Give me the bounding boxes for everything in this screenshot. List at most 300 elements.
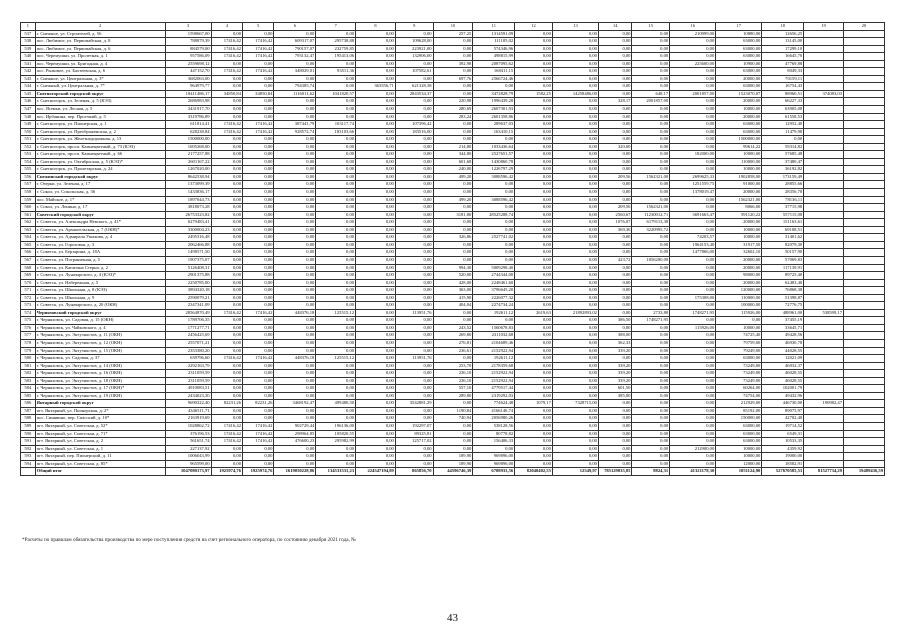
row-number-cell: 576 [21, 324, 36, 332]
address-cell: г. Советск, ул. Архангельская, д. 7 (ОКН)* [35, 226, 165, 234]
value-cell: 0,00 [316, 204, 356, 212]
value-cell: 0,00 [395, 302, 433, 310]
column-number-cell: 17 [716, 23, 762, 31]
table-row [21, 234, 885, 242]
value-cell: 0,00 [395, 189, 433, 197]
value-cell: 0,00 [211, 211, 242, 219]
value-cell: 0,00 [211, 181, 242, 189]
value-cell: 1789706,35 [165, 317, 211, 325]
value-cell: 1076,07 [598, 219, 632, 227]
value-cell: 63000,00 [716, 83, 762, 91]
value-cell [844, 136, 885, 144]
value-cell: 17416,42 [211, 422, 242, 430]
value-cell: 0,00 [211, 226, 242, 234]
value-cell: 192611,12 [473, 309, 515, 317]
value-cell: 12021,09 [762, 355, 804, 363]
value-cell: 19000,00 [762, 453, 804, 461]
value-cell: 0,00 [670, 332, 716, 340]
value-cell [844, 453, 885, 461]
value-cell: 34850,84 [243, 90, 274, 98]
value-cell: 280,69 [433, 106, 473, 114]
value-cell: 49432,96 [762, 392, 804, 400]
value-cell: 1373099,39 [165, 181, 211, 189]
row-number-cell: 554 [21, 158, 36, 166]
value-cell: 289,80 [433, 392, 473, 400]
value-cell [844, 309, 885, 317]
value-cell [804, 38, 844, 46]
value-cell: 0,00 [356, 98, 396, 106]
value-cell: 0,00 [356, 453, 396, 461]
value-cell [804, 219, 844, 227]
value-cell: 0,00 [316, 151, 356, 159]
value-cell [804, 60, 844, 68]
value-cell [844, 445, 885, 453]
value-cell: 0,00 [243, 407, 274, 415]
total-value-cell: 8824,31 [632, 468, 670, 476]
value-cell [844, 241, 885, 249]
value-cell: 0,00 [211, 75, 242, 83]
value-cell: 0,00 [515, 136, 553, 144]
value-cell: 0,00 [515, 324, 553, 332]
value-cell: 2152922,94 [473, 370, 515, 378]
value-cell: 0,00 [356, 302, 396, 310]
value-cell: 0,00 [243, 256, 274, 264]
value-cell: 0,00 [552, 317, 598, 325]
value-cell: 2686983,98 [165, 98, 211, 106]
value-cell: 0,00 [632, 75, 670, 83]
value-cell [804, 166, 844, 174]
value-cell: 0,00 [598, 324, 632, 332]
value-cell: 0,00 [632, 83, 670, 91]
value-cell: 0,00 [433, 355, 473, 363]
value-cell: 0,00 [356, 151, 396, 159]
row-number-cell: 568 [21, 264, 36, 272]
value-cell: 0,00 [552, 166, 598, 174]
value-cell: 0,00 [433, 226, 473, 234]
value-cell: 232759,85 [316, 45, 356, 53]
row-number-cell: 563 [21, 226, 36, 234]
total-value-cell: 224547194,89 [356, 468, 396, 476]
value-cell [804, 445, 844, 453]
value-cell: 0,00 [356, 445, 396, 453]
value-cell: 113951,76 [395, 309, 433, 317]
value-cell: 0,00 [473, 204, 515, 212]
value-cell: 0,00 [598, 272, 632, 280]
value-cell: 0,00 [274, 392, 316, 400]
value-cell: 0,00 [552, 355, 598, 363]
value-cell: 0,00 [356, 189, 396, 197]
value-cell: 0,00 [243, 173, 274, 181]
value-cell: 17416,42 [211, 121, 242, 129]
value-cell: 0,00 [632, 430, 670, 438]
value-cell: 0,00 [598, 128, 632, 136]
value-cell: 17416,42 [243, 121, 274, 129]
value-cell: 2177257,88 [165, 151, 211, 159]
row-number-cell: 540 [21, 53, 36, 61]
value-cell: 63000,00 [716, 355, 762, 363]
value-cell: 1902858,00 [716, 173, 762, 181]
value-cell: 0,00 [395, 287, 433, 295]
value-cell [804, 407, 844, 415]
value-cell: 0,00 [598, 189, 632, 197]
address-cell: г. Снежное, ул. Строителей, д. 56 [35, 30, 165, 38]
value-cell: 63000,00 [716, 422, 762, 430]
table-row [21, 317, 885, 325]
table-row [21, 173, 885, 181]
value-cell: 10000,00 [716, 234, 762, 242]
value-cell: 0,00 [356, 362, 396, 370]
value-cell: 557115,08 [762, 211, 804, 219]
value-cell: 0,00 [211, 204, 242, 212]
value-cell: 0,00 [670, 302, 716, 310]
value-cell: 0,00 [670, 339, 716, 347]
register-table [20, 22, 885, 476]
value-cell: 69108,51 [762, 226, 804, 234]
value-cell: 2843534,37 [395, 90, 433, 98]
value-cell: 253,70 [433, 362, 473, 370]
value-cell: 0,00 [316, 211, 356, 219]
value-cell: 57069,83 [762, 256, 804, 264]
table-row [21, 211, 885, 219]
value-cell: 0,00 [211, 272, 242, 280]
value-cell: 3088596,42 [473, 173, 515, 181]
value-cell: 3468192,47 [274, 400, 316, 408]
value-cell: 0,00 [552, 377, 598, 385]
value-cell: 0,00 [274, 249, 316, 257]
value-cell: 269,80 [433, 332, 473, 340]
value-cell: 0,00 [598, 279, 632, 287]
value-cell: 0,00 [395, 272, 433, 280]
value-cell: 0,00 [552, 128, 598, 136]
value-cell: 0,00 [316, 30, 356, 38]
column-number-cell: 14 [598, 23, 632, 31]
total-value-cell: 82040402,55 [515, 468, 553, 476]
value-cell: 0,00 [433, 83, 473, 91]
value-cell: 0,00 [356, 106, 396, 114]
value-cell: 107396,42 [395, 121, 433, 129]
total-value-cell: 1925974,76 [211, 468, 242, 476]
address-cell: г. Снегногорск, ул. Зеленая, д. 5 (КЭЗ) [35, 98, 165, 106]
value-cell: 0,00 [598, 151, 632, 159]
value-cell: 0,00 [356, 460, 396, 468]
value-cell: 0,00 [598, 121, 632, 129]
value-cell [844, 173, 885, 181]
value-cell: 0,00 [356, 415, 396, 423]
value-cell: 0,00 [670, 400, 716, 408]
value-cell: 18582,91 [762, 460, 804, 468]
value-cell: 0,00 [552, 143, 598, 151]
value-cell: 964979,77 [165, 83, 211, 91]
value-cell: 0,00 [316, 226, 356, 234]
value-cell: 0,00 [670, 128, 716, 136]
value-cell [804, 324, 844, 332]
address-cell: пгт. Янтарный, ул. Советская, д. 52* [35, 422, 165, 430]
value-cell: 369,36 [598, 226, 632, 234]
value-cell: 0,00 [356, 317, 396, 325]
value-cell: 46930,78 [762, 339, 804, 347]
value-cell: 339,20 [598, 362, 632, 370]
value-cell: 0,00 [632, 392, 670, 400]
value-cell: 0,00 [274, 181, 316, 189]
value-cell: 0,00 [515, 339, 553, 347]
table-row [21, 166, 885, 174]
value-cell [804, 302, 844, 310]
value-cell: 1041820,57 [316, 90, 356, 98]
page-number: 43 [447, 612, 458, 624]
value-cell [844, 362, 885, 370]
column-number-cell: 9 [395, 23, 433, 31]
value-cell: 0,00 [395, 196, 433, 204]
value-cell [804, 30, 844, 38]
value-cell: 20000,00 [716, 75, 762, 83]
value-cell: 0,00 [552, 151, 598, 159]
value-cell [844, 332, 885, 340]
value-cell: 0,00 [598, 302, 632, 310]
table-row [21, 279, 885, 287]
table-row [21, 151, 885, 159]
address-cell: пгт. Янтарный, пер. Пионерский, д. 11 [35, 453, 165, 461]
value-cell: 0,00 [598, 309, 632, 317]
value-cell: 0,00 [316, 234, 356, 242]
value-cell: 0,00 [552, 249, 598, 257]
total-label-cell: Общий итог [35, 468, 165, 476]
value-cell: 0,00 [552, 196, 598, 204]
value-cell: 78136,11 [762, 196, 804, 204]
address-cell: г. Советск, ул. Александра Невского, д. 41* [35, 219, 165, 227]
value-cell: 965599,00 [165, 460, 211, 468]
value-cell: 0,00 [552, 60, 598, 68]
value-cell: 0,00 [552, 392, 598, 400]
total-value-cell: 19489436,59 [844, 468, 885, 476]
value-cell: 0,00 [395, 445, 433, 453]
value-cell: 2559698,12 [165, 60, 211, 68]
value-cell: 0,00 [356, 121, 396, 129]
value-cell: 0,00 [243, 287, 274, 295]
value-cell: 0,00 [356, 256, 396, 264]
value-cell [844, 196, 885, 204]
value-cell: 788879,39 [165, 38, 211, 46]
value-cell: 0,00 [316, 196, 356, 204]
value-cell: 538599,17 [804, 309, 844, 317]
value-cell: 20000,00 [716, 264, 762, 272]
value-cell: 0,00 [274, 196, 316, 204]
value-cell [844, 75, 885, 83]
value-cell: 0,00 [433, 128, 473, 136]
value-cell: 2152922,94 [473, 347, 515, 355]
value-cell: 0,00 [632, 249, 670, 257]
column-number-cell: 13 [552, 23, 598, 31]
value-cell: 17416,42 [211, 53, 242, 61]
column-number-cell: 8 [356, 23, 396, 31]
value-cell: 0,00 [598, 294, 632, 302]
value-cell: 0,00 [552, 106, 598, 114]
value-cell: 639796,60 [165, 355, 211, 363]
value-cell: 20000,00 [716, 279, 762, 287]
value-cell: 0,00 [395, 98, 433, 106]
row-number-cell: 553 [21, 151, 36, 159]
value-cell: 20000,00 [716, 98, 762, 106]
value-cell: 0,00 [632, 400, 670, 408]
value-cell: 1748271,95 [670, 309, 716, 317]
value-cell: 0,00 [473, 226, 515, 234]
value-cell: 20000,00 [716, 219, 762, 227]
value-cell: 225600,00 [670, 60, 716, 68]
value-cell: 17416,42 [211, 355, 242, 363]
row-number-cell: 552 [21, 143, 36, 151]
value-cell: 0,00 [598, 407, 632, 415]
value-cell: 10000,00 [716, 324, 762, 332]
value-cell: 0,00 [316, 272, 356, 280]
value-cell: 0,00 [552, 38, 598, 46]
value-cell: 0,00 [356, 249, 396, 257]
address-cell: пос. Ирбанина, пер. Проезжий, д. 5 [35, 113, 165, 121]
value-cell [844, 294, 885, 302]
value-cell: 0,00 [552, 332, 598, 340]
value-cell: 0,00 [243, 445, 274, 453]
value-cell: 1562321,00 [716, 196, 762, 204]
value-cell: 0,00 [670, 430, 716, 438]
value-cell: 0,00 [211, 445, 242, 453]
value-cell [804, 75, 844, 83]
value-cell: 0,00 [515, 158, 553, 166]
value-cell: 2274734,24 [473, 302, 515, 310]
value-cell: 339,20 [598, 347, 632, 355]
row-number-cell: 594 [21, 460, 36, 468]
value-cell [844, 264, 885, 272]
value-cell [844, 422, 885, 430]
value-cell: 0,00 [515, 60, 553, 68]
value-cell: 0,00 [598, 113, 632, 121]
value-cell: 0,00 [670, 38, 716, 46]
value-cell: 37480,47 [762, 158, 804, 166]
value-cell: 34850,84 [211, 90, 242, 98]
value-cell: 0,00 [211, 256, 242, 264]
column-number-cell: 6 [274, 23, 316, 31]
column-number-cell: 15 [632, 23, 670, 31]
value-cell: 0,00 [598, 400, 632, 408]
value-cell: 102001,79 [762, 385, 804, 393]
value-cell: 0,00 [395, 143, 433, 151]
value-cell: 0,00 [552, 453, 598, 461]
table-row [21, 136, 885, 144]
value-cell [844, 430, 885, 438]
table-row [21, 90, 885, 98]
value-cell: 17416,42 [211, 38, 242, 46]
value-cell: 0,00 [515, 370, 553, 378]
value-cell: 538128,56 [473, 422, 515, 430]
table-row [21, 98, 885, 106]
value-cell: 0,00 [473, 219, 515, 227]
value-cell: 0,00 [211, 294, 242, 302]
value-cell: 2292163,79 [165, 362, 211, 370]
value-cell: 0,00 [515, 219, 553, 227]
value-cell: 2901375,88 [165, 272, 211, 280]
value-cell: 74203,57 [670, 234, 716, 242]
value-cell: 0,00 [515, 234, 553, 242]
value-cell [844, 234, 885, 242]
row-number-cell: 582 [21, 370, 36, 378]
value-cell: 0,00 [670, 407, 716, 415]
value-cell: 0,00 [515, 75, 553, 83]
value-cell: 0,00 [670, 355, 716, 363]
value-cell: 0,00 [552, 158, 598, 166]
value-cell: 774624,48 [473, 400, 515, 408]
value-cell: 76868,38 [762, 287, 804, 295]
value-cell: 2178359,68 [473, 362, 515, 370]
value-cell: 17416,42 [211, 438, 242, 446]
value-cell: 0,00 [274, 106, 316, 114]
value-cell: 0,00 [473, 189, 515, 197]
value-cell: 0,00 [515, 279, 553, 287]
value-cell: 0,00 [274, 339, 316, 347]
value-cell: 0,00 [433, 181, 473, 189]
value-cell: 236,61 [433, 347, 473, 355]
value-cell: 0,00 [274, 219, 316, 227]
value-cell [804, 189, 844, 197]
value-cell: 0,00 [395, 279, 433, 287]
value-cell: 0,00 [395, 453, 433, 461]
value-cell: 0,00 [316, 136, 356, 144]
value-cell: 0,00 [395, 219, 433, 227]
value-cell: 0,00 [515, 45, 553, 53]
value-cell: 0,00 [552, 385, 598, 393]
value-cell: 0,00 [395, 317, 433, 325]
value-cell: 0,00 [316, 453, 356, 461]
row-number-cell: 564 [21, 234, 36, 242]
value-cell: 2527741,02 [473, 234, 515, 242]
value-cell: 326,86 [433, 234, 473, 242]
table-row [21, 121, 885, 129]
value-cell [844, 324, 885, 332]
value-cell: 0,00 [211, 279, 242, 287]
value-cell: 33645,71 [762, 324, 804, 332]
value-cell: 10533,35 [762, 438, 804, 446]
value-cell: 0,00 [515, 302, 553, 310]
row-number-cell: 539 [21, 45, 36, 53]
address-cell: г. Черняховск, ул. Энтузиастов, д. 19 (ОКН) [35, 392, 165, 400]
value-cell: 17416,42 [243, 309, 274, 317]
row-number-cell: 572 [21, 294, 36, 302]
value-cell: 0,00 [211, 392, 242, 400]
value-cell [804, 460, 844, 468]
value-cell: 0,00 [670, 98, 716, 106]
value-cell [804, 438, 844, 446]
value-cell [804, 264, 844, 272]
table-row [21, 445, 885, 453]
value-cell: 1500000,00 [716, 136, 762, 144]
value-cell: 0,00 [598, 453, 632, 461]
value-cell: 276,81 [433, 339, 473, 347]
value-cell: 0,00 [274, 407, 316, 415]
value-cell: 969896,00 [473, 460, 515, 468]
column-number-row [21, 23, 885, 31]
value-cell: 0,00 [552, 75, 598, 83]
value-cell: 51398,87 [762, 294, 804, 302]
value-cell: 17416,42 [243, 128, 274, 136]
value-cell: 0,00 [243, 453, 274, 461]
value-cell: 428,00 [433, 279, 473, 287]
value-cell: 0,00 [433, 68, 473, 76]
value-cell [844, 272, 885, 280]
value-cell [804, 121, 844, 129]
column-number-cell: 18 [762, 23, 804, 31]
table-row [21, 347, 885, 355]
value-cell: 2560,67 [598, 211, 632, 219]
value-cell: 0,00 [670, 370, 716, 378]
value-cell: 994,30 [433, 264, 473, 272]
address-cell: г. Снегногорск, просп. Камнецветный, д. 66 [35, 151, 165, 159]
row-number-cell: 593 [21, 453, 36, 461]
